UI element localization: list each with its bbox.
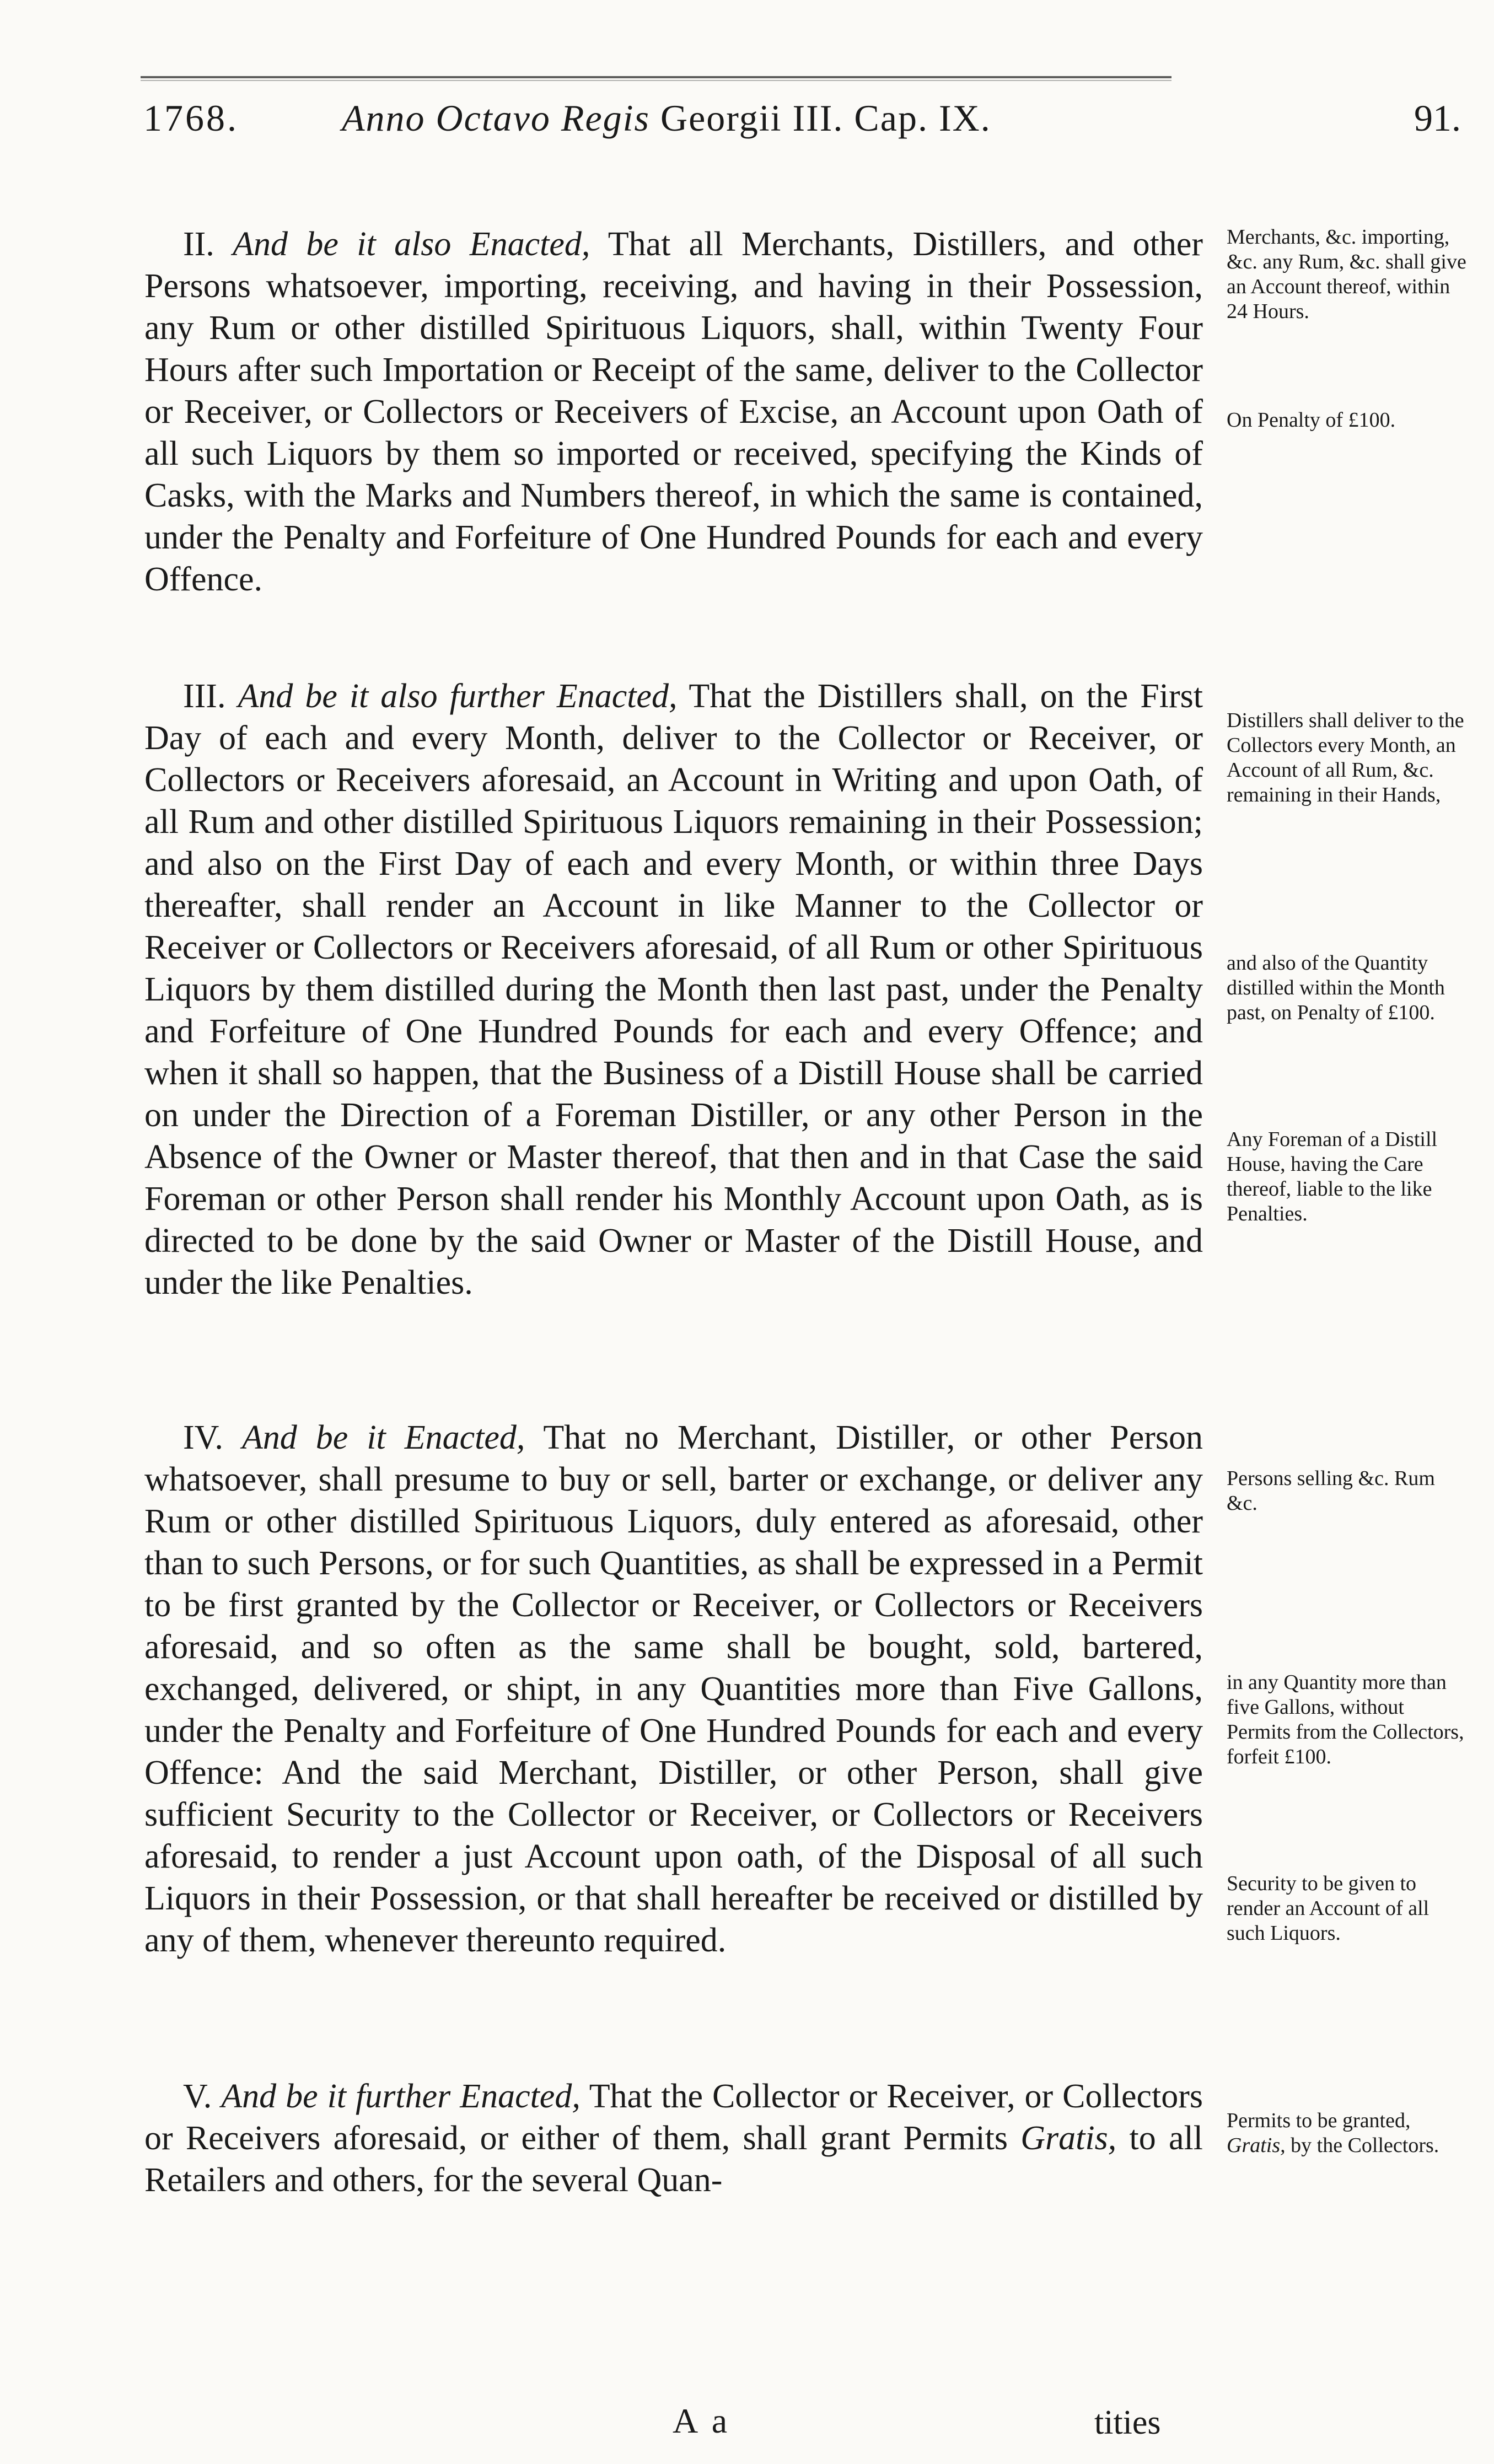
margin-note-italic-word: Gratis, bbox=[1227, 2134, 1286, 2157]
margin-note-distillers: Distillers shall deliver to the Collectors every Month, an Account of all Rum, &c. remaining in their Hands, bbox=[1227, 709, 1464, 806]
margin-note-persons-selling: Persons selling &c. Rum &c. bbox=[1227, 1467, 1435, 1515]
signature-mark: A a bbox=[673, 2401, 731, 2440]
margin-note-penalty: On Penalty of £100. bbox=[1227, 408, 1396, 432]
section-3-paragraph bbox=[144, 675, 1203, 1304]
section-number: II. bbox=[183, 225, 214, 263]
section-text: That the Distillers shall, on the First Day of each and every Month, deliver to the Collector or Receiver, or Collectors or Receivers aforesaid, an Account in Writing and upon Oath, of all Rum and other distilled Spirituous Liquors remaining in their Possession; and also on the First Day of each and every Month, or within three Days thereafter, shall render an Account in like Manner to the Collector or Receiver or Collectors or Receivers aforesaid, of all Rum or other Spirituous Liquors by them distilled during the Month then last past, under the Penalty and Forfeiture of One Hundred Pounds for each and every Offence; and when it shall so happen, that the Business of a Distill House shall be carried on under the Direction of a Foreman Distiller, or any other Person in the Absence of the Owner or Master thereof, that then and in that Case the said Foreman or other Person shall render his Monthly Account upon Oath, as is directed to be done by the said Owner or Master of the Distill House, and under the like Penalties. bbox=[144, 677, 1203, 1301]
header-year: 1768. bbox=[143, 97, 239, 139]
top-rule bbox=[141, 76, 1171, 78]
italic-word: Gratis, bbox=[1020, 2119, 1117, 2157]
margin-note-merchants: Merchants, &c. importing, &c. any Rum, &c. shall give an Account thereof, within 24 Hours. bbox=[1227, 225, 1466, 323]
margin-note-foreman: Any Foreman of a Distill House, having the Care thereof, liable to the like Penalties. bbox=[1227, 1128, 1438, 1225]
section-2-paragraph bbox=[144, 223, 1203, 600]
margin-note-security: Security to be given to render an Account of all such Liquors. bbox=[1227, 1872, 1429, 1945]
enacting-clause: And be it further Enacted, bbox=[221, 2078, 581, 2115]
section-number: V. bbox=[183, 2078, 212, 2115]
header-chapter: Georgii III. Cap. IX. bbox=[660, 97, 991, 139]
section-4-paragraph bbox=[144, 1417, 1203, 1961]
section-text: That no Merchant, Distiller, or other Person whatsoever, shall presume to buy or sell, barter or exchange, or deliver any Rum or other distilled Spirituous Liquors, duly entered as aforesaid, other than to such Persons, or for such Quantities, as shall be expressed in a Permit to be first granted by the Collector or Receiver, or Collectors or Receivers aforesaid, and so often as the same shall be bought, sold, bartered, exchanged, delivered, or shipt, in any Quantities more than Five Gallons, under the Penalty and Forfeiture of One Hundred Pounds for each and every Offence: And the said Merchant, Distiller, or other Person, shall give sufficient Security to the Collector or Receiver, or Collectors or Receivers aforesaid, to render a just Account upon oath, of the Disposal of all such Liquors in their Possession, or that shall hereafter be received or distilled by any of them, whenever thereunto required. bbox=[144, 1419, 1203, 1959]
margin-note-quantity-distilled: and also of the Quantity distilled within the Month past, on Penalty of £100. bbox=[1227, 951, 1445, 1024]
section-text-continued: to all Retailers and others, for the several Quan- bbox=[144, 2119, 1203, 2199]
catchword: tities bbox=[1094, 2404, 1161, 2441]
section-5 bbox=[144, 2075, 1203, 2201]
enacting-clause: And be it also further Enacted, bbox=[238, 677, 678, 715]
margin-note-permits-gratis bbox=[1227, 2108, 1469, 2158]
header-title bbox=[342, 96, 991, 140]
section-number: III. bbox=[183, 677, 226, 715]
section-number: IV. bbox=[183, 1419, 223, 1456]
section-text: That the Collector or Receiver, or Collectors or Receivers aforesaid, or either of them, shall grant Permits bbox=[144, 2078, 1203, 2157]
header-act-title: Anno Octavo Regis bbox=[342, 97, 650, 139]
enacting-clause: And be it Enacted, bbox=[241, 1419, 525, 1456]
page-number: 91. bbox=[1414, 97, 1461, 139]
section-2 bbox=[144, 223, 1203, 600]
top-rule-shadow bbox=[141, 80, 1171, 81]
section-text: That all Merchants, Distillers, and other Persons whatsoever, importing, receiving, and having in their Possession, any Rum or other distilled Spirituous Liquors, shall, within Twenty Four Hours after such Importation or Receipt of the same, deliver to the Collector or Receiver, or Collectors or Receivers of Excise, an Account upon Oath of all such Liquors by them so imported or received, specifying the Kinds of Casks, with the Marks and Numbers thereof, in which the same is contained, under the Penalty and Forfeiture of One Hundred Pounds for each and every Offence. bbox=[144, 225, 1203, 598]
margin-note-permits-forfeit: in any Quantity more than five Gallons, without Permits from the Collectors, forfeit £100. bbox=[1227, 1671, 1464, 1768]
section-4 bbox=[144, 1417, 1203, 1961]
enacting-clause: And be it also Enacted, bbox=[233, 225, 590, 263]
section-5-paragraph bbox=[144, 2075, 1203, 2201]
margin-note-permits-text: Permits to be granted, bbox=[1227, 2109, 1411, 2132]
running-header bbox=[143, 96, 1477, 157]
margin-note-permits-text-end: by the Collectors. bbox=[1291, 2134, 1439, 2157]
section-3 bbox=[144, 675, 1203, 1304]
